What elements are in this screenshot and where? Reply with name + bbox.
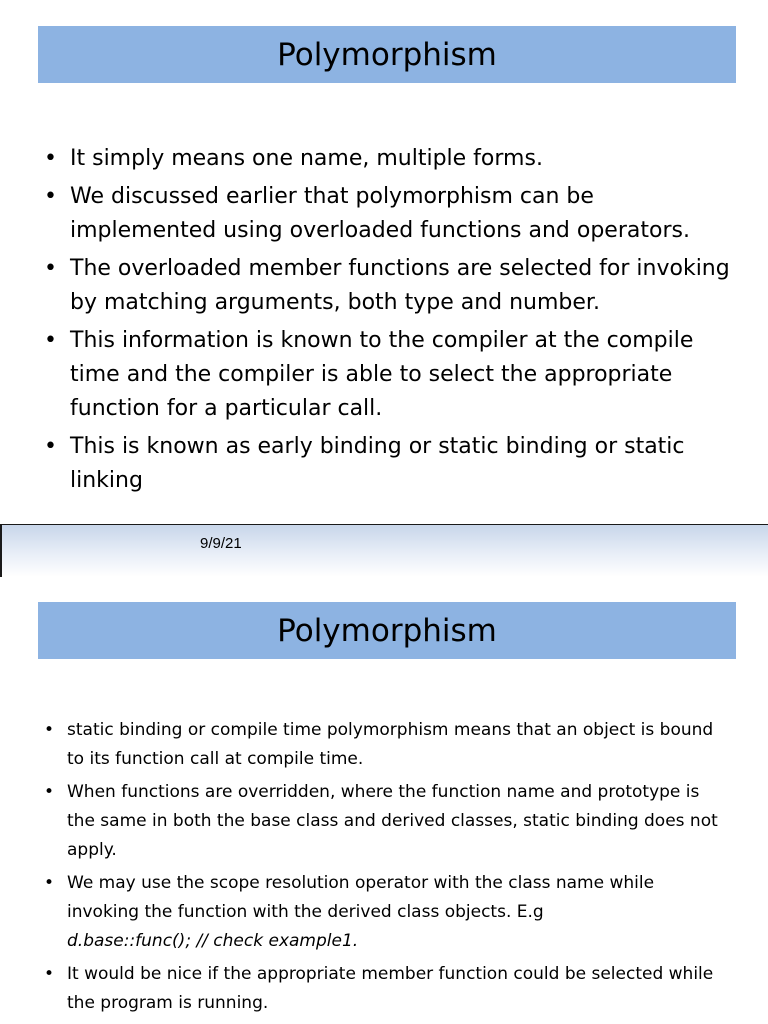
bullet-item: • static binding or compile time polymorphism means that an object is bound to its function call at compile time. [44, 716, 724, 774]
footer-date: 9/9/21 [200, 535, 242, 552]
code-example: d.base::func(); // check example1. [67, 931, 359, 951]
slide-2 [0, 578, 768, 1024]
slide-2-bullet-list [44, 716, 724, 1022]
bullet-item: • This is known as early binding or static binding or static linking [44, 430, 734, 498]
slide-1-bullet-list [44, 142, 734, 502]
bullet-item: • We discussed earlier that polymorphism can be implemented using overloaded functions and operators. [44, 180, 734, 248]
slide-footer [0, 524, 768, 577]
bullet-item: • The overloaded member functions are selected for invoking by matching arguments, both type and number. [44, 252, 734, 320]
bullet-item: • It simply means one name, multiple forms. [44, 142, 734, 176]
slide-2-title: Polymorphism [38, 602, 736, 659]
bullet-item: • It would be nice if the appropriate member function could be selected while the program is running. [44, 960, 724, 1018]
bullet-item-with-code [44, 869, 724, 956]
bullet-item: • When functions are overridden, where the function name and prototype is the same in both the base class and derived classes, static binding does not apply. [44, 778, 724, 865]
slide-1-title: Polymorphism [38, 26, 736, 83]
bullet-item: • This information is known to the compiler at the compile time and the compiler is able to select the appropriate function for a particular call. [44, 324, 734, 426]
bullet-text: We may use the scope resolution operator with the class name while invoking the function with the derived class objects. E.g [67, 873, 655, 922]
